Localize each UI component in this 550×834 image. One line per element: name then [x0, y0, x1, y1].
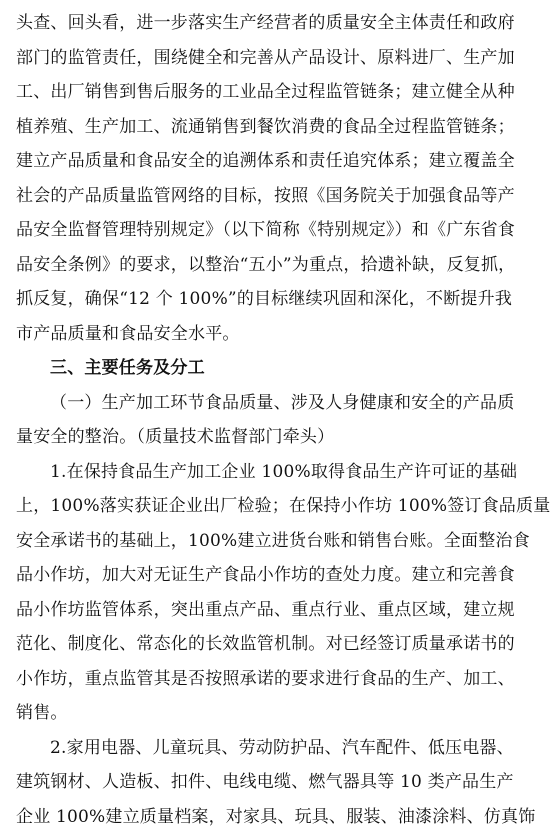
text-line: 安全承诺书的基础上，100%建立进货台账和销售台账。全面整治食: [16, 524, 538, 559]
text-line: 工、出厂销售到售后服务的工业品全过程监管链条；建立健全从种: [16, 75, 538, 110]
item-1-paragraph: [16, 455, 538, 731]
text-line: 品小作坊监管体系，突出重点产品、重点行业、重点区域，建立规: [16, 593, 538, 628]
section-heading: 三、主要任务及分工: [16, 351, 538, 386]
text-line: （一）生产加工环节食品质量、涉及人身健康和安全的产品质: [16, 386, 538, 421]
text-line: 范化、制度化、常态化的长效监管机制。对已经签订质量承诺书的: [16, 627, 538, 662]
text-line: 头查、回头看，进一步落实生产经营者的质量安全主体责任和政府: [16, 6, 538, 41]
text-line: 小作坊，重点监管其是否按照承诺的要求进行食品的生产、加工、: [16, 662, 538, 697]
text-line: 上，100%落实获证企业出厂检验；在保持小作坊 100%签订食品质量: [16, 489, 538, 524]
text-line: 市产品质量和食品安全水平。: [16, 317, 538, 352]
text-line: 企业 100%建立质量档案，对家具、玩具、服装、油漆涂料、仿真饰: [16, 800, 538, 834]
item-2-paragraph: [16, 731, 538, 834]
text-line: 品小作坊，加大对无证生产食品小作坊的查处力度。建立和完善食: [16, 558, 538, 593]
text-line: 抓反复，确保“12 个 100%”的目标继续巩固和深化，不断提升我: [16, 282, 538, 317]
paragraph-continuation: [16, 6, 538, 351]
text-line: 部门的监管责任，围绕健全和完善从产品设计、原料进厂、生产加: [16, 41, 538, 76]
text-line: 建筑钢材、人造板、扣件、电线电缆、燃气器具等 10 类产品生产: [16, 765, 538, 800]
text-line: 1.在保持食品生产加工企业 100%取得食品生产许可证的基础: [16, 455, 538, 490]
text-line: 品安全条例》的要求，以整治“五小”为重点，拾遗补缺，反复抓，: [16, 248, 538, 283]
subsection-heading: [16, 386, 538, 455]
text-line: 2.家用电器、儿童玩具、劳动防护品、汽车配件、低压电器、: [16, 731, 538, 766]
text-line: 植养殖、生产加工、流通销售到餐饮消费的食品全过程监管链条；: [16, 110, 538, 145]
text-line: 量安全的整治。（质量技术监督部门牵头）: [16, 420, 538, 455]
text-line: 销售。: [16, 696, 538, 731]
text-line: 社会的产品质量监管网络的目标，按照《国务院关于加强食品等产: [16, 179, 538, 214]
text-line: 品安全监督管理特别规定》（以下简称《特别规定》）和《广东省食: [16, 213, 538, 248]
text-line: 建立产品质量和食品安全的追溯体系和责任追究体系；建立覆盖全: [16, 144, 538, 179]
